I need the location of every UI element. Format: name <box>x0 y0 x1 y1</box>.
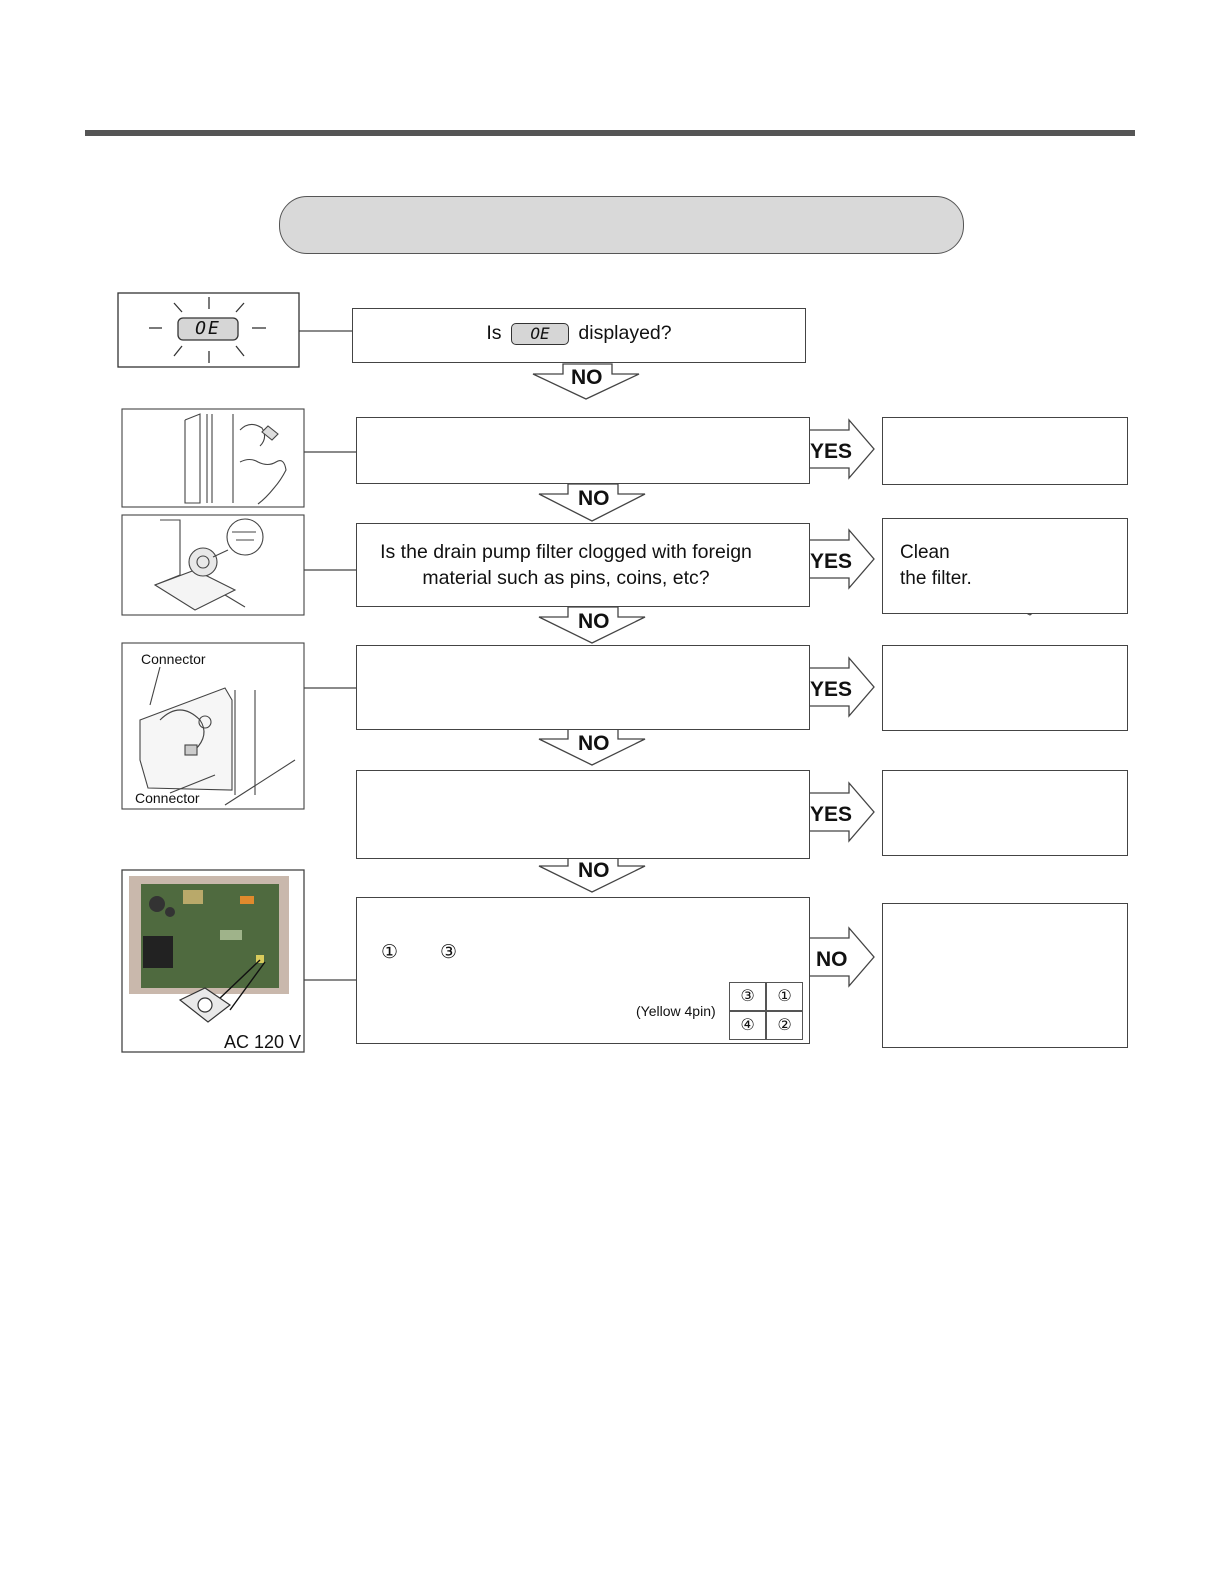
connector-label-top: Connector <box>141 651 206 667</box>
no-label-4: NO <box>578 732 610 755</box>
pin-cell: ③ <box>729 982 766 1011</box>
q3-line1: Is the drain pump filter clogged with foreign <box>380 541 752 563</box>
answer-box-2 <box>882 417 1128 485</box>
no-label-6: NO <box>816 948 848 971</box>
yes-label-5: YES <box>810 803 853 826</box>
control-board-illustration <box>122 870 304 1052</box>
no-label-3: NO <box>578 610 610 633</box>
question-1-text <box>352 320 806 346</box>
drain-hose-illustration <box>122 409 304 507</box>
question-box-5 <box>356 770 810 859</box>
no-label-1: NO <box>571 366 603 389</box>
connector-type-label: (Yellow 4pin) <box>636 1003 716 1019</box>
connector-label-bottom: Connector <box>135 790 200 806</box>
display-code-chip: OE <box>511 323 569 345</box>
q1-prefix: Is <box>486 322 502 344</box>
a3-line1: Clean <box>900 542 950 563</box>
pin-b-label: ③ <box>440 942 458 963</box>
voltage-label: AC 120 V <box>224 1032 302 1052</box>
connector-illustration <box>122 643 304 809</box>
pin-cell: ② <box>766 1011 803 1040</box>
yes-label-4: YES <box>810 678 853 701</box>
question-box-2 <box>356 417 810 484</box>
question-box-4 <box>356 645 810 730</box>
answer-box-5 <box>882 770 1128 856</box>
no-label-2: NO <box>578 487 610 510</box>
right-arrows <box>806 420 874 986</box>
a3-line2: the filter. <box>900 568 972 589</box>
yes-label-2: YES <box>810 440 853 463</box>
no-label-5: NO <box>578 859 610 882</box>
answer-3-text <box>900 540 972 592</box>
q1-suffix: displayed? <box>578 322 672 344</box>
q3-line2: material such as pins, coins, etc? <box>422 567 710 589</box>
question-3-text <box>356 539 776 591</box>
answer-box-4 <box>882 645 1128 731</box>
pump-filter-illustration <box>122 515 304 615</box>
pin-cell: ④ <box>729 1011 766 1040</box>
answer-box-6 <box>882 903 1128 1048</box>
yes-label-3: YES <box>810 550 853 573</box>
pin-a-label: ① <box>381 942 399 963</box>
pin-cell: ① <box>766 982 803 1011</box>
blinking-display-code: OE <box>195 318 221 339</box>
